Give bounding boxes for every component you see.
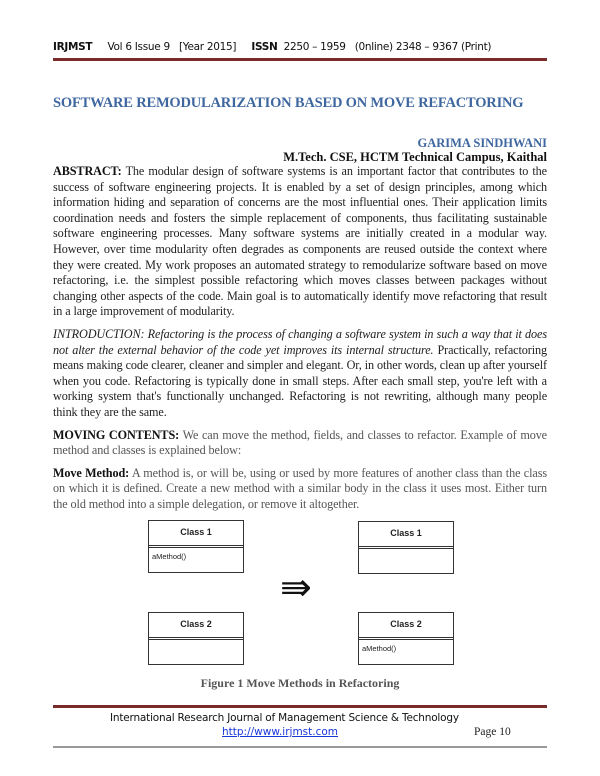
abstract-label: ABSTRACT: — [53, 164, 122, 178]
issn-label: ISSN — [251, 41, 278, 53]
footer-bottom-line — [53, 746, 547, 748]
class-method: aMethod() — [152, 552, 187, 562]
introduction-paragraph — [53, 327, 547, 421]
moving-contents-paragraph — [53, 428, 547, 459]
header-divider — [53, 58, 547, 61]
uml-class-before-2 — [148, 612, 244, 665]
move-method-figure — [53, 520, 547, 670]
class-name: Class 1 — [149, 521, 243, 548]
issn-numbers: 2250 – 1959 (0nline) 2348 – 9367 (Print) — [283, 41, 492, 53]
uml-class-before-1 — [148, 520, 244, 573]
volume-issue: Vol 6 Issue 9 — [107, 41, 170, 53]
figure-caption: Figure 1 Move Methods in Refactoring — [200, 676, 400, 691]
author-name: GARIMA SINDHWANI — [417, 136, 547, 150]
running-header — [53, 41, 547, 56]
moving-contents-text: We can move the method, fields, and classes to refactor. Example of move method and classes is explained below: — [53, 427, 547, 458]
class-method: aMethod() — [362, 644, 397, 654]
journal-abbrev: IRJMST — [53, 41, 93, 53]
class-name: Class 1 — [359, 522, 453, 549]
uml-class-after-1 — [358, 521, 454, 574]
journal-website-link[interactable]: http://www.irjmst.com — [222, 726, 339, 739]
footer-link-row — [53, 725, 547, 741]
move-method-text: A method is, or will be, using or used by more features of another class than the class on which it is defined. Create a new method with a similar body in the class it uses most. Either turn the old method into a simple delegation, or remove it altogether. — [53, 465, 547, 511]
uml-class-after-2 — [358, 612, 454, 665]
abstract-paragraph — [53, 164, 547, 320]
move-method-label: Move Method: — [53, 465, 130, 480]
move-method-paragraph — [53, 466, 547, 513]
article-title: SOFTWARE REMODULARIZATION BASED ON MOVE REFACTORING — [53, 95, 524, 111]
class-name: Class 2 — [359, 613, 453, 640]
page-footer — [53, 705, 547, 748]
introduction-italic: INTRODUCTION: Refactoring is the process of changing a software system in such a way that it does not alter the external behavior of the code yet improves its internal structure. — [53, 326, 547, 357]
moving-contents-label: MOVING CONTENTS: — [53, 427, 180, 442]
footer-journal-name: International Research Journal of Management Science & Technology — [110, 712, 459, 725]
footer-divider — [53, 705, 547, 708]
year: [Year 2015] — [178, 41, 237, 53]
author-affiliation: M.Tech. CSE, HCTM Technical Campus, Kaithal — [283, 150, 547, 164]
introduction-text: Practically, refactoring means making code clearer, cleaner and simpler and elegant. Or, in other words, clean up after yourself when you code. Refactoring is typically done in small steps. After each small step, you're left with a working system that's functionally unchanged. Refactoring is not rewriting, although many people think they are the same. — [53, 342, 547, 419]
page-number: Page 10 — [474, 726, 511, 739]
abstract-text: The modular design of software systems is an important factor that contributes to the success of software engineering projects. It is enabled by a set of design principles, among which information hiding and separation of concerns are the most influential ones. Their application limits coordination needs and fosters the simple replacement of components, thus facilitating sustainable software engineering processes. Many software systems are initially created in a modular way. However, over time modularity often degrades as components are reused outside the context where they were created. My work proposes an automated strategy to remodularize software based on move refactoring, i.e. the simplest possible refactoring which moves classes between packages without changing other aspects of the code. Main goal is to automatically identify move refactoring that result in a large improvement of modularity. — [53, 164, 547, 319]
class-name: Class 2 — [149, 613, 243, 640]
triple-arrow-icon: ⇛ — [280, 565, 312, 610]
